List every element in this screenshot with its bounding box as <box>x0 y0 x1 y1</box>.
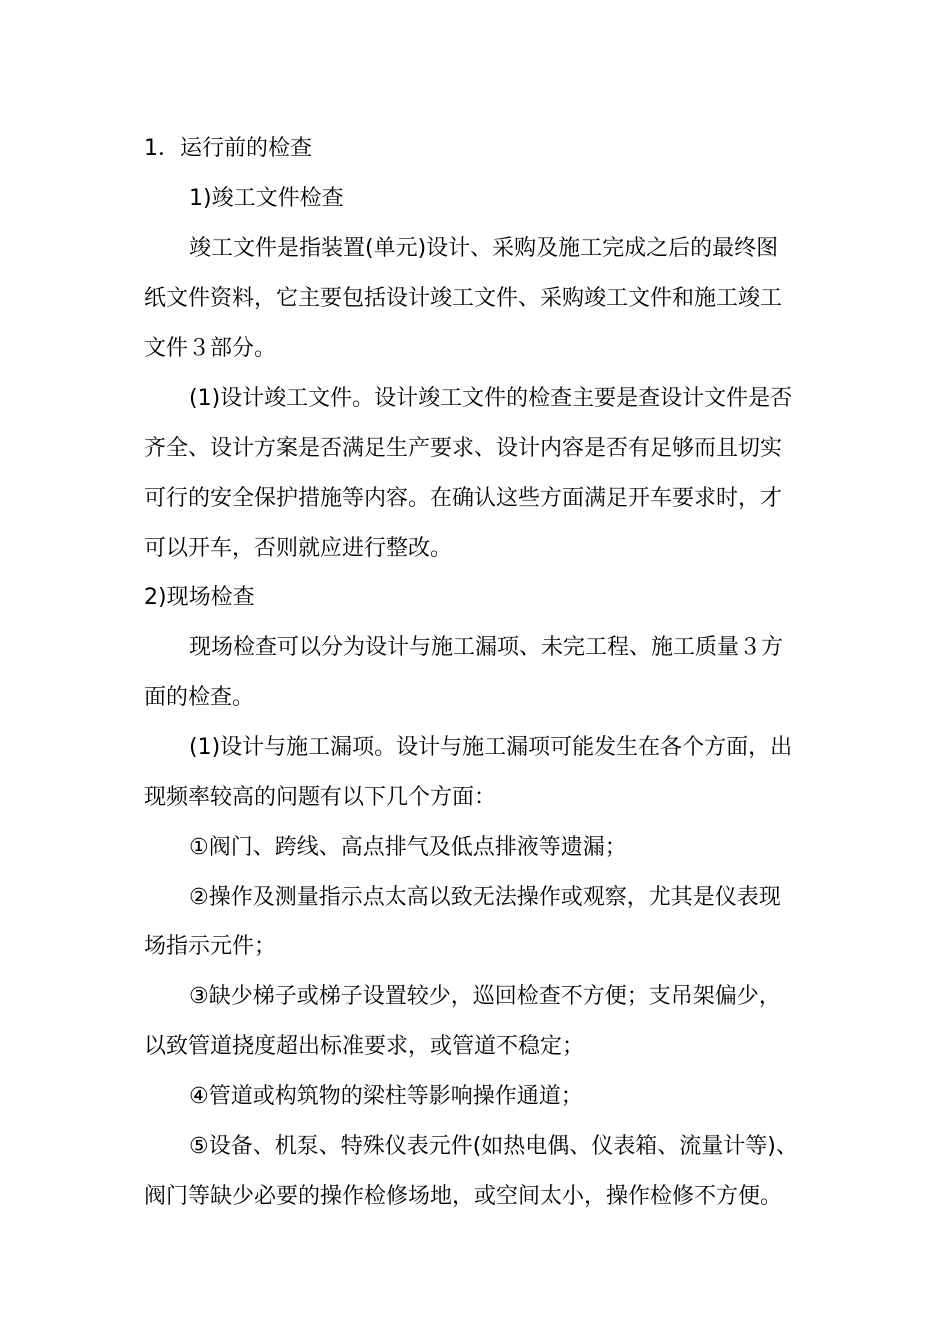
list-item-continuation: 阀门等缺少必要的操作检修场地，或空间太小，操作检修不方便。 <box>144 1184 783 1209</box>
paragraph-line: 可行的安全保护措施等内容。在确认这些方面满足开车要求时，才 <box>144 486 783 511</box>
list-item-continuation: 以致管道挠度超出标准要求，或管道不稳定； <box>144 1034 585 1059</box>
subsection-heading: 1)竣工文件检查 <box>189 186 344 211</box>
paragraph-line: 文件３部分。 <box>144 336 277 361</box>
section-heading: 1．运行前的检查 <box>144 136 312 161</box>
paragraph-line: (1)设计竣工文件。设计竣工文件的检查主要是查设计文件是否 <box>189 386 793 411</box>
paragraph-line: 现频率较高的问题有以下几个方面： <box>144 785 497 810</box>
subsection-heading: 2)现场检查 <box>144 585 255 610</box>
list-item: ①阀门、跨线、高点排气及低点排液等遗漏； <box>189 835 627 860</box>
list-item: ②操作及测量指示点太高以致无法操作或观察，尤其是仪表现 <box>189 885 781 910</box>
list-item: ④管道或构筑物的梁柱等影响操作通道； <box>189 1084 583 1109</box>
paragraph-line: 可以开车，否则就应进行整改。 <box>144 536 453 561</box>
paragraph-line: 竣工文件是指装置(单元)设计、采购及施工完成之后的最终图 <box>189 236 779 261</box>
paragraph-line: 纸文件资料，它主要包括设计竣工文件、采购竣工文件和施工竣工 <box>144 286 783 311</box>
list-item-continuation: 场指示元件； <box>144 934 277 959</box>
paragraph-line: (1)设计与施工漏项。设计与施工漏项可能发生在各个方面，出 <box>189 735 793 760</box>
paragraph-line: 现场检查可以分为设计与施工漏项、未完工程、施工质量３方 <box>189 635 784 660</box>
paragraph-line: 面的检查。 <box>144 685 255 710</box>
list-item: ⑤设备、机泵、特殊仪表元件(如热电偶、仪表箱、流量计等)、 <box>189 1134 798 1159</box>
list-item: ③缺少梯子或梯子设置较少，巡回检查不方便；支吊架偏少， <box>189 984 781 1009</box>
paragraph-line: 齐全、设计方案是否满足生产要求、设计内容是否有足够而且切实 <box>144 436 783 461</box>
